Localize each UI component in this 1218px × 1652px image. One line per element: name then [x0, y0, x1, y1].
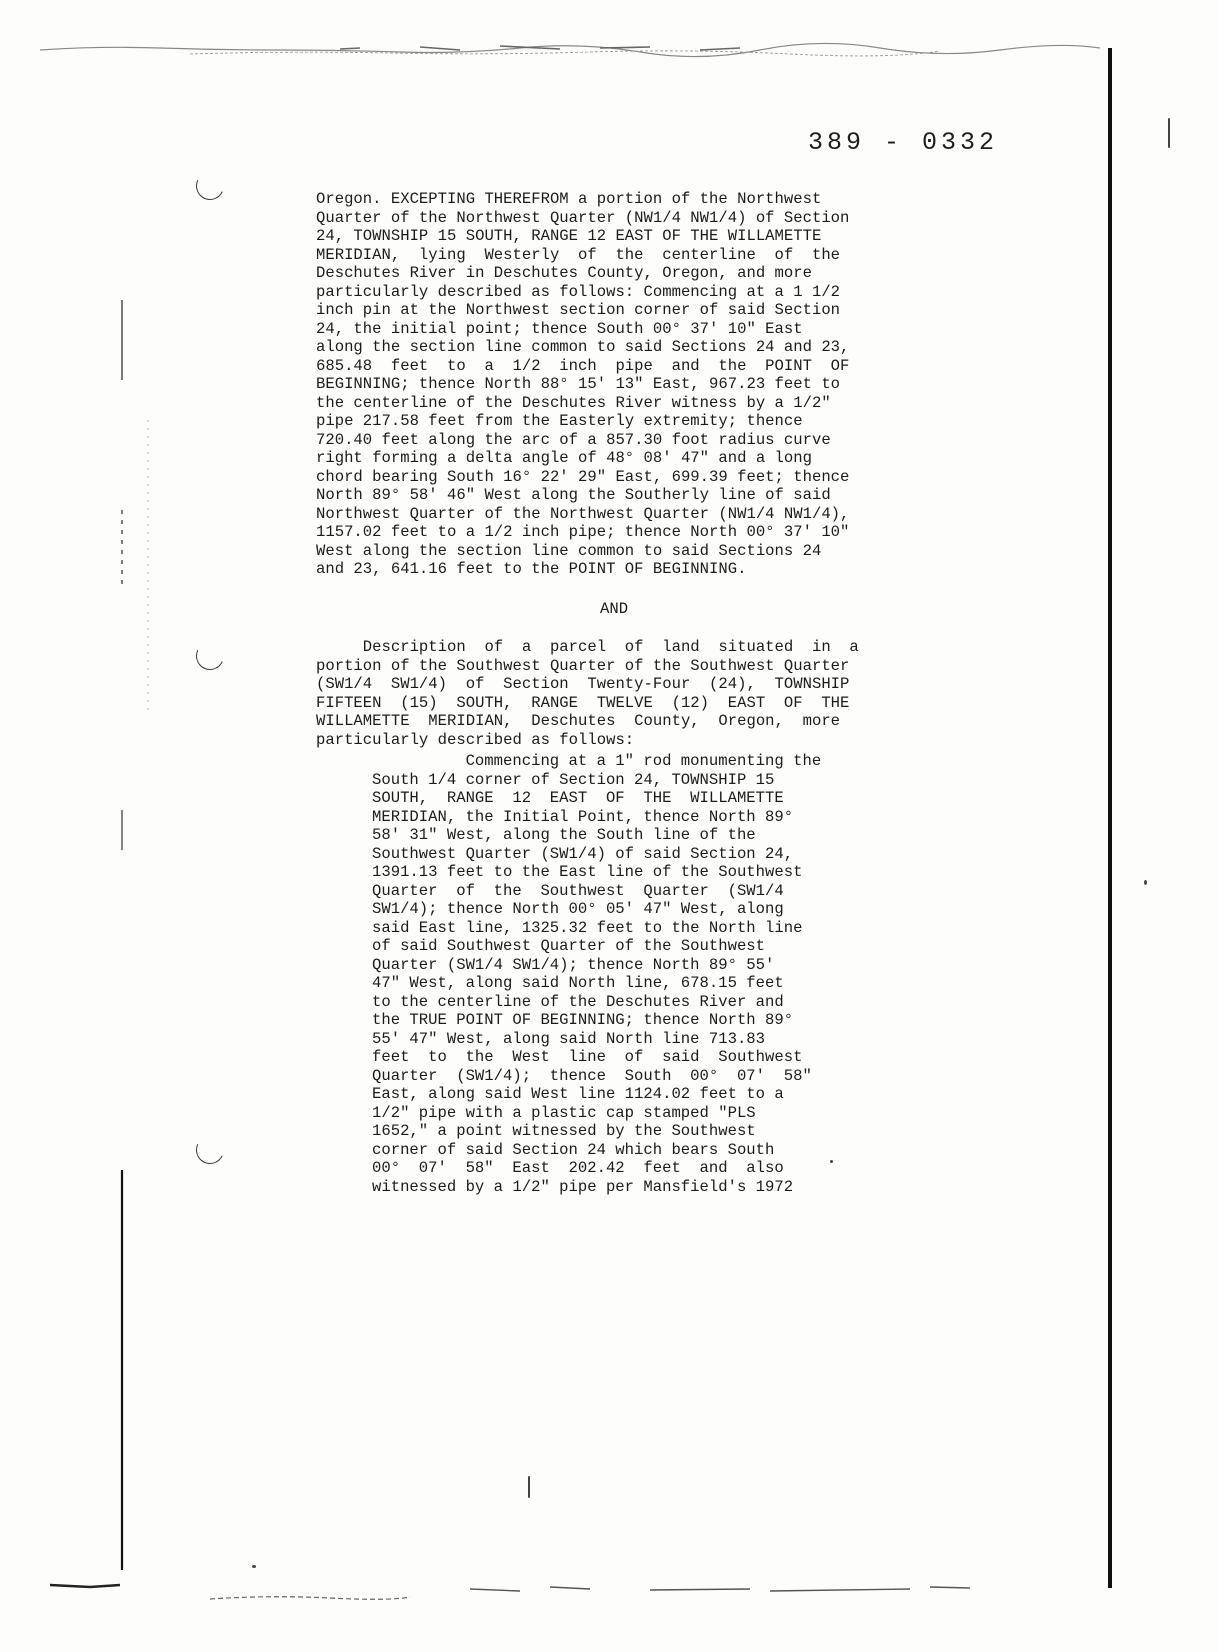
text-line: MERIDIAN, lying Westerly of the centerline of the: [316, 245, 841, 264]
text-line: to the centerline of the Deschutes River and: [372, 992, 784, 1011]
text-line: inch pin at the Northwest section corner of said Section: [316, 301, 841, 319]
punch-hole-mark: [192, 1132, 228, 1168]
text-line: MERIDIAN, the Initial Point, thence North 89°: [372, 807, 794, 826]
text-line: 58' 31" West, along the South line of the: [372, 826, 756, 844]
text-line: along the section line common to said Sections 24 and 23,: [316, 338, 850, 356]
text-line: 1/2" pipe with a plastic cap stamped "PLS: [372, 1103, 756, 1122]
text-line: right forming a delta angle of 48° 08' 47" and a long: [316, 449, 812, 467]
and-separator: AND: [600, 600, 629, 618]
text-line: Southwest Quarter (SW1/4) of said Section 24,: [372, 844, 794, 863]
text-line: witnessed by a 1/2" pipe per Mansfield's 1972: [372, 1177, 794, 1196]
text-line: SOUTH, RANGE 12 EAST OF THE WILLAMETTE: [372, 789, 784, 807]
text-line: the TRUE POINT OF BEGINNING; thence North 89°: [372, 1011, 794, 1029]
text-line: pipe 217.58 feet from the Easterly extremity; thence: [316, 412, 803, 430]
text-line: feet to the West line of said Southwest: [372, 1048, 803, 1066]
text-line: Quarter of the Northwest Quarter (NW1/4 NW1/4) of Section: [316, 208, 850, 227]
scan-speck: [830, 1160, 833, 1163]
text-line: corner of said Section 24 which bears South: [372, 1140, 775, 1159]
text-line: portion of the Southwest Quarter of the Southwest Quarter: [316, 656, 850, 675]
scan-artifact-left: [118, 290, 158, 1590]
scan-speck: [1168, 118, 1170, 148]
text-line: 1157.02 feet to a 1/2 inch pipe; thence North 00° 37' 10": [316, 523, 850, 541]
text-line: Northwest Quarter of the Northwest Quarter (NW1/4 NW1/4),: [316, 504, 850, 523]
text-line: 1652," a point witnessed by the Southwest: [372, 1122, 756, 1140]
scan-speck: [1144, 880, 1147, 885]
text-line: WILLAMETTE MERIDIAN, Deschutes County, Oregon, more: [316, 712, 841, 730]
text-line: chord bearing South 16° 22' 29" East, 699.39 feet; thence: [316, 467, 850, 486]
text-line: North 89° 58' 46" West along the Southerly line of said: [316, 486, 831, 504]
punch-hole-mark: [192, 638, 228, 674]
text-line: Quarter (SW1/4); thence South 00° 07' 58": [372, 1066, 812, 1085]
excepting-paragraph: [316, 190, 924, 579]
text-line: 55' 47" West, along said North line 713.83: [372, 1029, 766, 1048]
text-line: West along the section line common to said Sections 24: [316, 541, 822, 560]
parcel-description-paragraph: [316, 638, 924, 749]
text-line: Quarter (SW1/4 SW1/4); thence North 89° 55': [372, 955, 775, 974]
page-number: 389 - 0332: [808, 128, 999, 157]
text-line: and 23, 641.16 feet to the POINT OF BEGINNING.: [316, 560, 747, 578]
text-line: 00° 07' 58" East 202.42 feet and also: [372, 1159, 784, 1177]
punch-hole-mark: [192, 168, 228, 204]
scan-artifact-top: [40, 42, 1100, 66]
scan-edge-line: [1108, 48, 1112, 1588]
text-line: 47" West, along said North line, 678.15 feet: [372, 974, 784, 992]
text-line: South 1/4 corner of Section 24, TOWNSHIP 15: [372, 770, 775, 789]
text-line: 1391.13 feet to the East line of the Southwest: [372, 863, 803, 881]
text-line: 685.48 feet to a 1/2 inch pipe and the POINT OF: [316, 356, 850, 375]
text-line: said East line, 1325.32 feet to the North line: [372, 918, 803, 937]
text-line: FIFTEEN (15) SOUTH, RANGE TWELVE (12) EAST OF THE: [316, 693, 850, 712]
text-line: of said Southwest Quarter of the Southwest: [372, 937, 766, 955]
text-line: Oregon. EXCEPTING THEREFROM a portion of the Northwest: [316, 190, 822, 208]
text-line: Commencing at a 1" rod monumenting the: [372, 752, 822, 770]
scan-artifact-bottom: [50, 1565, 1050, 1615]
text-line: (SW1/4 SW1/4) of Section Twenty-Four (24), TOWNSHIP: [316, 675, 850, 693]
scan-speck: [528, 1476, 530, 1498]
text-line: particularly described as follows:: [316, 730, 635, 749]
text-line: the centerline of the Deschutes River witness by a 1/2": [316, 393, 831, 412]
text-line: Quarter of the Southwest Quarter (SW1/4: [372, 881, 784, 900]
scan-speck: [252, 1565, 256, 1568]
text-line: BEGINNING; thence North 88° 15' 13" East, 967.23 feet to: [316, 375, 841, 393]
text-line: SW1/4); thence North 00° 05' 47" West, along: [372, 900, 784, 918]
commencing-paragraph: [372, 752, 872, 1196]
text-line: 24, the initial point; thence South 00° 37' 10" East: [316, 319, 803, 338]
text-line: 24, TOWNSHIP 15 SOUTH, RANGE 12 EAST OF THE WILLAMETTE: [316, 227, 822, 245]
text-line: 720.40 feet along the arc of a 857.30 foot radius curve: [316, 430, 831, 449]
text-line: particularly described as follows: Commencing at a 1 1/2: [316, 282, 841, 301]
text-line: Description of a parcel of land situated in a: [316, 638, 859, 656]
text-line: East, along said West line 1124.02 feet to a: [372, 1085, 784, 1103]
text-line: Deschutes River in Deschutes County, Oregon, and more: [316, 264, 812, 282]
